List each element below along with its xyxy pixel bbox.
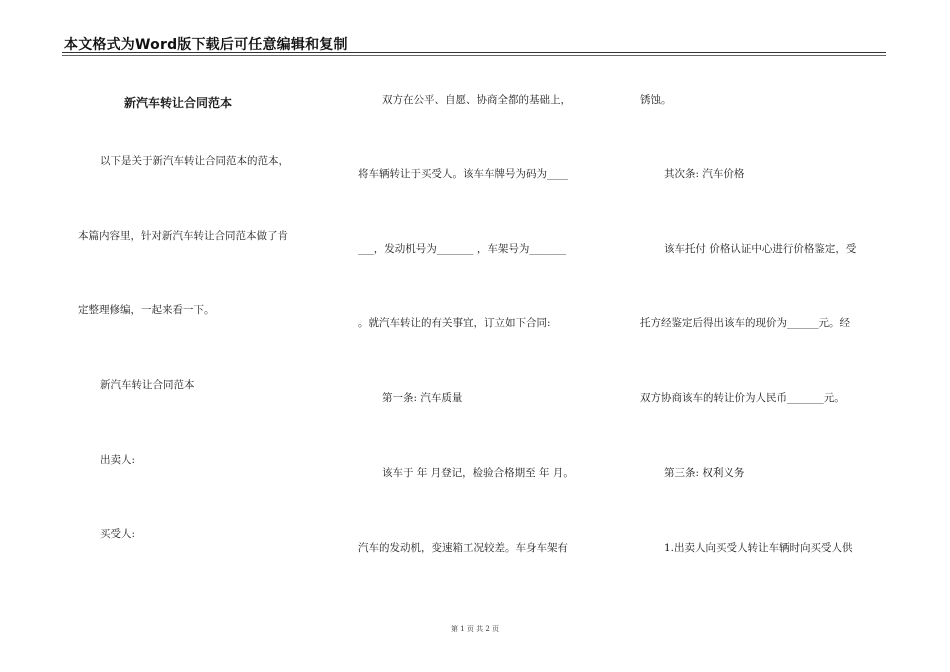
page-number: 第 1 页 共 2 页 (450, 625, 500, 633)
header-rule (62, 52, 886, 53)
body-line: 双方在公平、自愿、协商全都的基础上， (382, 94, 571, 106)
body-line: 该车于 年 月登记，检验合格期至 年 月。 (382, 467, 574, 479)
body-line: 本篇内容里，针对新汽车转让合同范本做了肯 (78, 230, 288, 242)
body-line: 出卖人: (100, 454, 136, 466)
body-line: 以下是关于新汽车转让合同范本的范本， (100, 155, 289, 167)
document-title: 新汽车转让合同范本 (124, 96, 233, 110)
body-line: 将车辆转让于买受人。该车车牌号为码为____ (358, 168, 568, 180)
body-line: 1.出卖人向买受人转让车辆时向买受人供 (664, 542, 853, 554)
body-line: ___，发动机号为_______ ，车架号为_______ (358, 243, 567, 255)
body-line: 。就汽车转让的有关事宜，订立如下合同: (358, 317, 551, 329)
body-line: 新汽车转让合同范本 (100, 379, 195, 391)
body-line: 买受人: (100, 528, 136, 540)
body-line: 该车托付 价格认证中心进行价格鉴定，受 (664, 243, 857, 255)
body-line: 第一条: 汽车质量 (382, 392, 463, 404)
document-header: 本文格式为Word版下载后可任意编辑和复制 (64, 37, 348, 53)
body-line: 其次条: 汽车价格 (664, 168, 745, 180)
header-rule-secondary (62, 55, 886, 56)
body-line: 定整理修编，一起来看一下。 (78, 304, 215, 316)
body-line: 第三条: 权利义务 (664, 467, 745, 479)
body-line: 双方协商该车的转让价为人民币_______元。 (640, 392, 845, 404)
body-line: 托方经鉴定后得出该车的现价为______元。经 (640, 317, 850, 329)
body-line: 汽车的发动机，变速箱工况较差。车身车架有 (358, 542, 568, 554)
body-line: 锈蚀。 (640, 94, 672, 106)
